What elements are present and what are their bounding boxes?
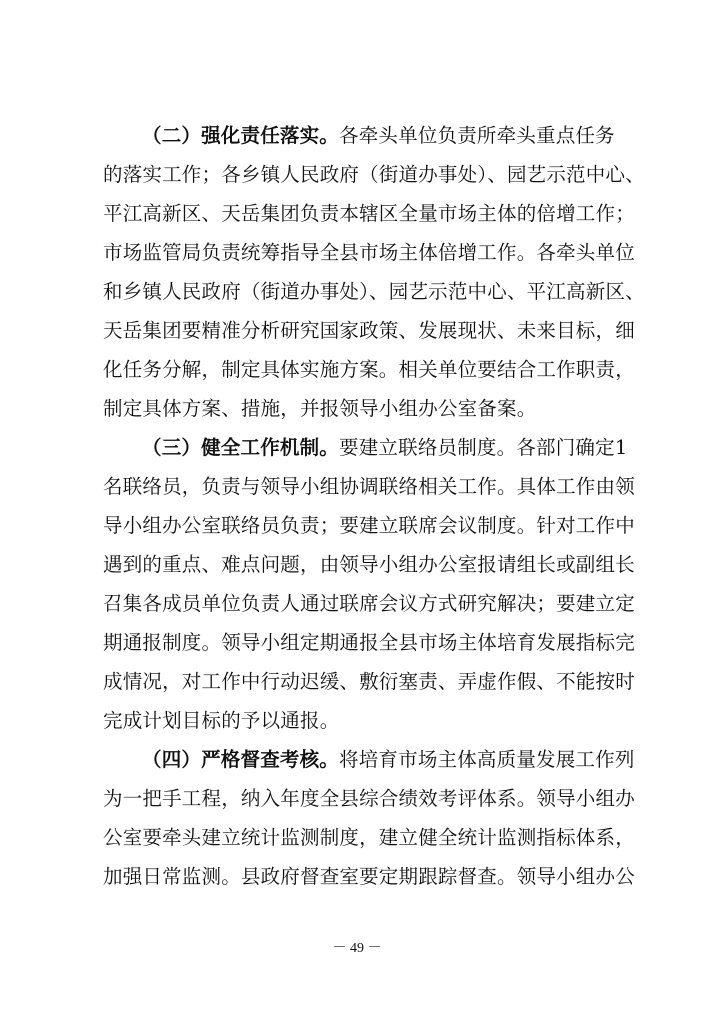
page-number: － 49 － bbox=[332, 941, 382, 956]
paragraph-line: 平江高新区、天岳集团负责本辖区全量市场主体的倍增工作； bbox=[103, 202, 635, 225]
paragraph-line: 召集各成员单位负责人通过联席会议方式研究解决；要建立定 bbox=[103, 592, 635, 615]
paragraph-line: 天岳集团要精准分析研究国家政策、发展现状、未来目标，细 bbox=[103, 319, 635, 342]
paragraph-text: 将培育市场主体高质量发展工作列 bbox=[339, 748, 635, 771]
paragraph-line bbox=[142, 433, 628, 463]
paragraph-line: 名联络员，负责与领导小组协调联络相关工作。具体工作由领 bbox=[103, 475, 635, 498]
paragraph-line: 为一把手工程，纳入年度全县综合绩效考评体系。领导小组办 bbox=[103, 787, 635, 810]
paragraph-line: 制定具体方案、措施，并报领导小组办公室备案。 bbox=[103, 397, 537, 420]
paragraph-line: 加强日常监测。县政府督查室要定期跟踪督查。领导小组办公 bbox=[103, 865, 635, 888]
paragraph-line: 完成计划目标的予以通报。 bbox=[103, 709, 340, 732]
paragraph-line: 化任务分解，制定具体实施方案。相关单位要结合工作职责， bbox=[103, 358, 635, 381]
paragraph-line bbox=[142, 745, 635, 775]
section-heading: （二）强化责任落实。 bbox=[142, 124, 340, 147]
paragraph-line: 和乡镇人民政府（街道办事处）、园艺示范中心、平江高新区、 bbox=[103, 280, 645, 303]
paragraph-line: 的落实工作；各乡镇人民政府（街道办事处）、园艺示范中心、 bbox=[103, 163, 645, 186]
paragraph-line: 导小组办公室联络员负责；要建立联席会议制度。针对工作中 bbox=[103, 514, 635, 537]
section-heading: （四）严格督查考核。 bbox=[142, 748, 340, 771]
paragraph-line: 公室要牵头建立统计监测制度，建立健全统计监测指标体系， bbox=[103, 826, 635, 849]
paragraph-line: 市场监管局负责统筹指导全县市场主体倍增工作。各牵头单位 bbox=[103, 241, 635, 264]
paragraph-line: 遇到的重点、难点问题，由领导小组办公室报请组长或副组长 bbox=[103, 553, 635, 576]
paragraph-line bbox=[142, 121, 624, 151]
section-heading: （三）健全工作机制。 bbox=[142, 436, 340, 459]
paragraph-text: 各牵头单位负责所牵头重点任务 bbox=[339, 124, 615, 147]
paragraph-line: 成情况，对工作中行动迟缓、敷衍塞责、弄虚作假、不能按时 bbox=[103, 670, 635, 693]
paragraph-line: 期通报制度。领导小组定期通报全县市场主体培育发展指标完 bbox=[103, 631, 635, 654]
paragraph-text: 要建立联络员制度。各部门确定1 bbox=[339, 436, 628, 459]
